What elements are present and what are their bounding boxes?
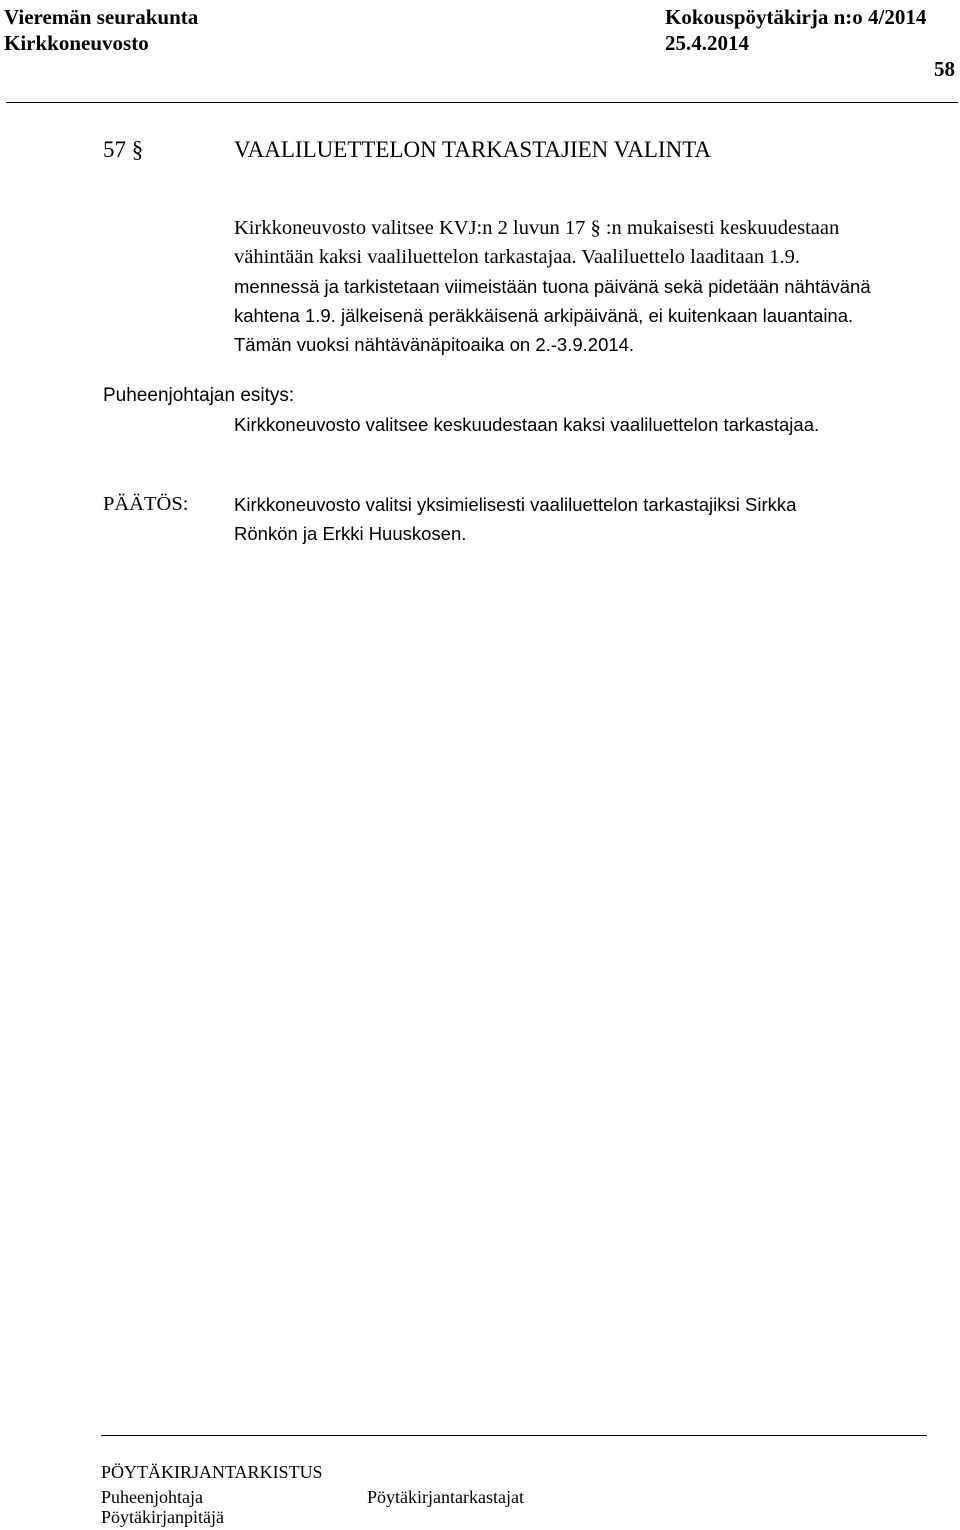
meeting-body: Kirkkoneuvosto: [4, 31, 149, 55]
decision-label: PÄÄTÖS:: [103, 493, 189, 515]
section-number: 57 §: [103, 137, 144, 162]
footer-divider: [101, 1435, 927, 1436]
meeting-date: 25.4.2014: [665, 31, 749, 55]
footer-chair: Puheenjohtaja: [101, 1487, 203, 1507]
intro-line-1: Kirkkoneuvosto valitsee KVJ:n 2 luvun 17 § :n mukaisesti keskuudestaan: [234, 217, 840, 239]
section-symbol: §: [131, 137, 144, 162]
header-divider: [6, 102, 958, 103]
organization-name: Vieremän seurakunta: [4, 5, 199, 29]
proposal-text: Kirkkoneuvosto valitsee keskuudestaan kaksi vaaliluettelon tarkastajaa.: [234, 414, 820, 435]
decision-line-2: Rönkön ja Erkki Huuskosen.: [234, 523, 467, 544]
footer-secretary: Pöytäkirjanpitäjä: [101, 1507, 224, 1527]
proposal-label: Puheenjohtajan esitys:: [103, 385, 295, 406]
document-title: Kokouspöytäkirja n:o 4/2014: [665, 5, 927, 29]
intro-line-4: kahtena 1.9. jälkeisenä peräkkäisenä arkipäivänä, ei kuitenkaan lauantaina.: [234, 305, 854, 326]
footer-heading: PÖYTÄKIRJANTARKISTUS: [101, 1462, 323, 1482]
section-title: VAALILUETTELON TARKASTAJIEN VALINTA: [234, 137, 712, 162]
intro-line-5: Tämän vuoksi nähtävänäpitoaika on 2.-3.9.2014.: [234, 334, 635, 355]
page-number: 58: [934, 57, 955, 81]
footer-reviewers: Pöytäkirjantarkastajat: [367, 1487, 524, 1507]
decision-line-1: Kirkkoneuvosto valitsi yksimielisesti vaaliluettelon tarkastajiksi Sirkka: [234, 494, 797, 515]
intro-line-2: vähintään kaksi vaaliluettelon tarkastajaa. Vaaliluettelo laaditaan 1.9.: [234, 246, 801, 268]
intro-line-3: mennessä ja tarkistetaan viimeistään tuona päivänä sekä pidetään nähtävänä: [234, 276, 871, 297]
